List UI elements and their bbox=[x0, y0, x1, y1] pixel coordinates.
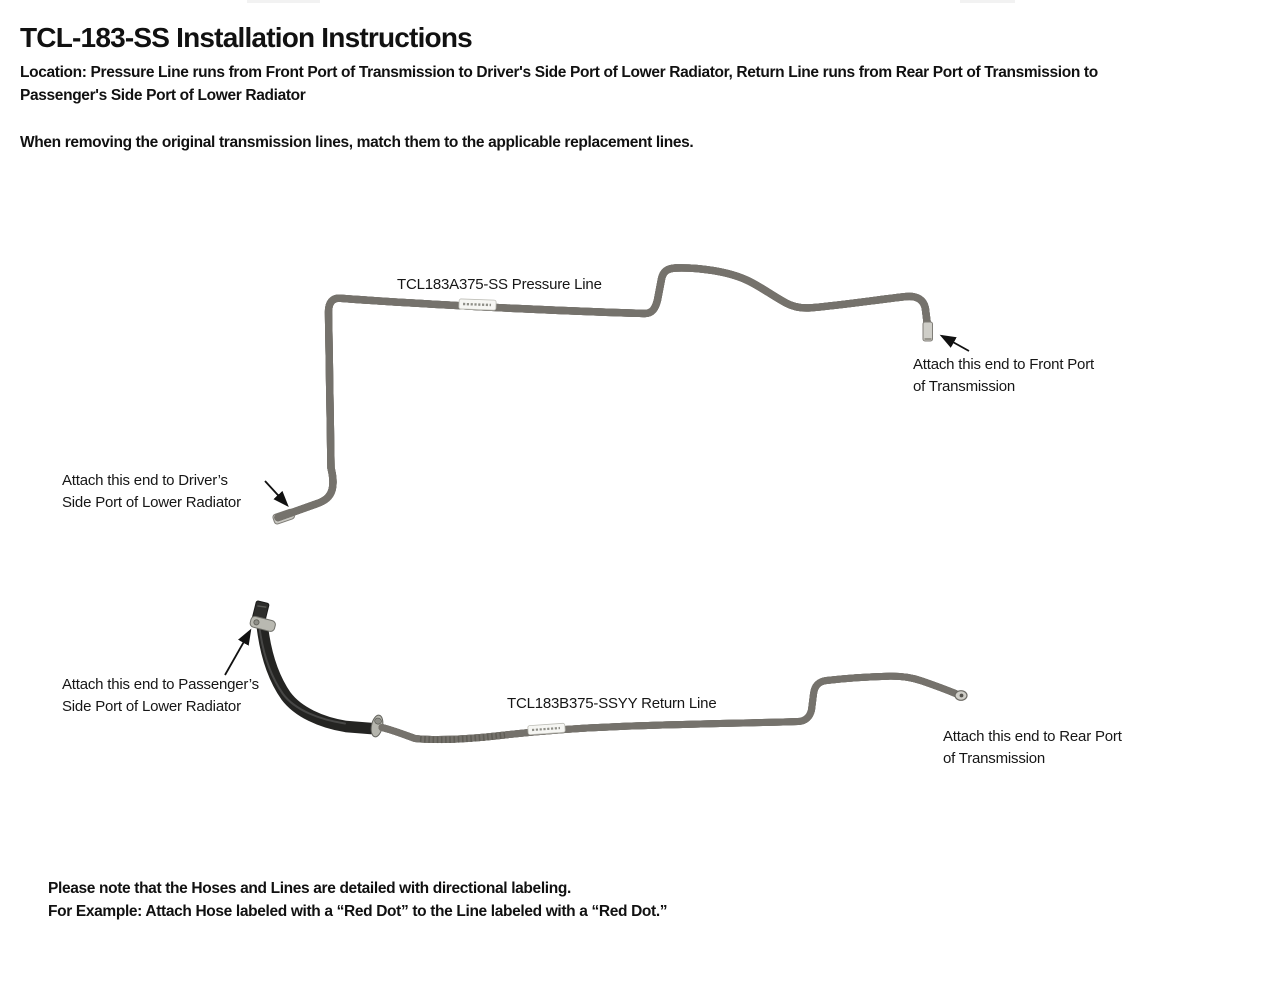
arrow-front-port bbox=[942, 336, 969, 351]
page-title: TCL-183-SS Installation Instructions bbox=[20, 22, 472, 53]
callout-passenger-side-line2: Side Port of Lower Radiator bbox=[62, 697, 241, 715]
pressure-line-transmission-fitting bbox=[923, 322, 933, 341]
return-line-clamp-top bbox=[249, 616, 276, 633]
location-line-1: Location: Pressure Line runs from Front Port of Transmission to Driver's Side Port of Lower Radiator, Return Line runs from Rear Port of Transmission to bbox=[20, 64, 1098, 81]
pressure-line-tube bbox=[272, 268, 932, 525]
callout-rear-port-line1: Attach this end to Rear Port bbox=[943, 728, 1122, 745]
location-line-2: Passenger's Side Port of Lower Radiator bbox=[20, 87, 306, 104]
note-line-1: Please note that the Hoses and Lines are detailed with directional labeling. bbox=[48, 880, 571, 897]
note-line-2: For Example: Attach Hose labeled with a “Red Dot” to the Line labeled with a “Red Dot.” bbox=[48, 903, 668, 920]
arrow-driver-side bbox=[265, 481, 287, 505]
callout-front-port-line1: Attach this end to Front Port bbox=[913, 356, 1094, 373]
pressure-line-tag bbox=[459, 299, 496, 310]
intro-line: When removing the original transmission lines, match them to the applicable replacement lines. bbox=[20, 134, 694, 151]
callout-passenger-side-line1: Attach this end to Passenger’s bbox=[62, 676, 259, 693]
return-line-label: TCL183B375-SSYY Return Line bbox=[507, 695, 717, 712]
return-line-assembly bbox=[249, 601, 967, 740]
arrow-passenger-side bbox=[225, 631, 250, 675]
return-line-transmission-end bbox=[955, 691, 967, 701]
callout-driver-side-line2: Side Port of Lower Radiator bbox=[62, 493, 241, 511]
pressure-line-label: TCL183A375-SS Pressure Line bbox=[397, 276, 602, 293]
callout-front-port-line2: of Transmission bbox=[913, 377, 1016, 395]
callout-driver-side-line1: Attach this end to Driver’s bbox=[62, 472, 228, 489]
callout-rear-port-line2: of Transmission bbox=[943, 749, 1046, 767]
